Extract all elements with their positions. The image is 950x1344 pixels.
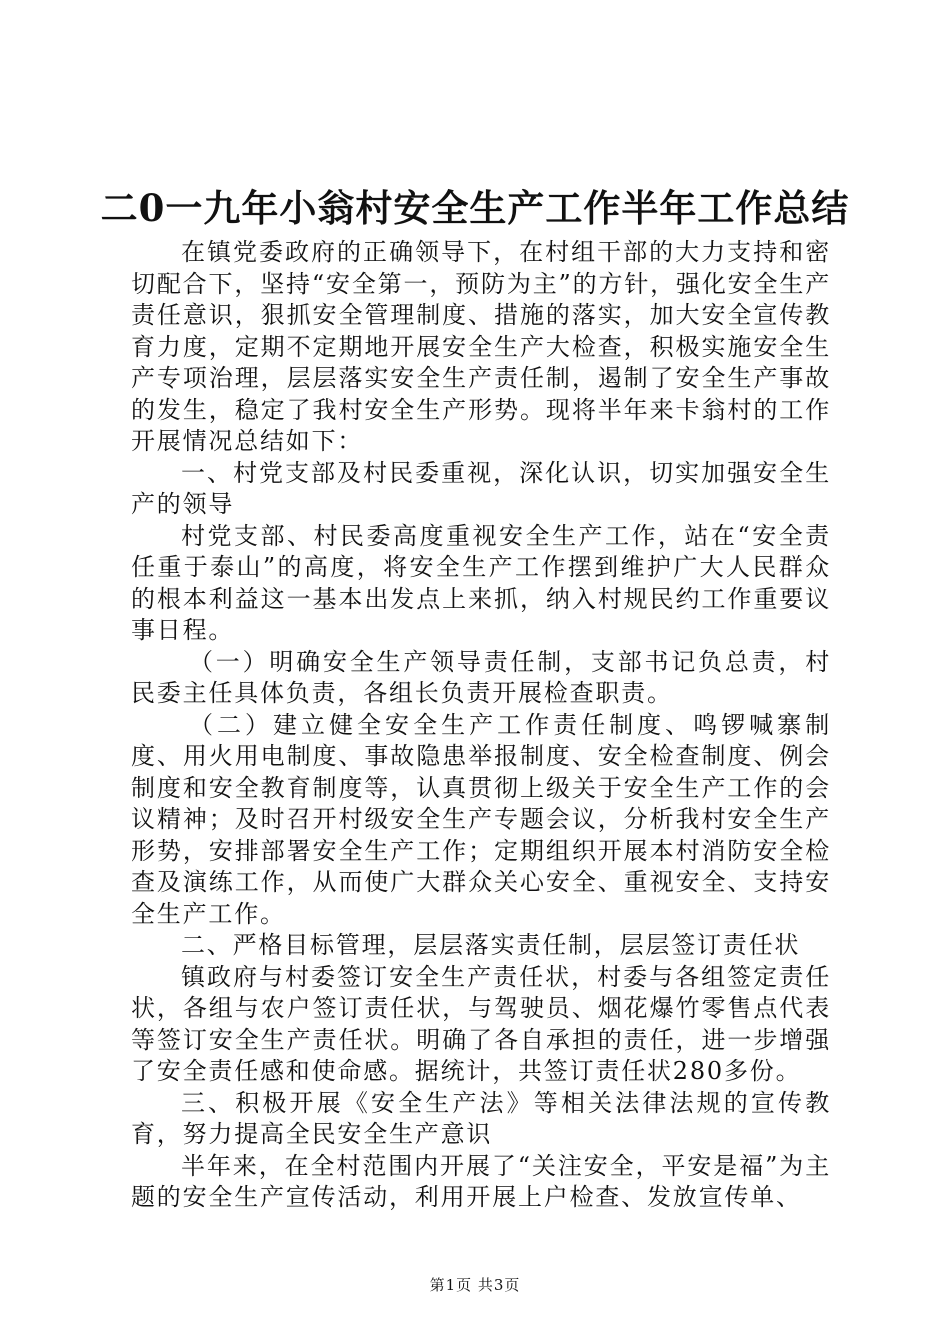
document-title: 二0一九年小翁村安全生产工作半年工作总结 [100, 186, 850, 230]
page-number-footer: 第1页 共3页 [429, 1276, 521, 1294]
section-heading-1: 一、村党支部及村民委重视，深化认识，切实加强安全生产的领导 [131, 458, 831, 518]
document-body [131, 237, 831, 1214]
section-heading-3: 三、积极开展《安全生产法》等相关法律法规的宣传教育，努力提高全民安全生产意识 [131, 1088, 831, 1148]
paragraph-section-3: 半年来，在全村范围内开展了“关注安全，平安是福”为主题的安全生产宣传活动，利用开展上户检查、发放宣传单、 [131, 1151, 831, 1211]
paragraph-section-2: 镇政府与村委签订安全生产责任状，村委与各组签定责任状，各组与农户签订责任状，与驾驶员、烟花爆竹零售点代表等签订安全生产责任状。明确了各自承担的责任，进一步增强了安全责任感和使命感。据统计，共签订责任状280多份。 [131, 962, 831, 1085]
paragraph-item-2: （二）建立健全安全生产工作责任制度、鸣锣喊寨制度、用火用电制度、事故隐患举报制度、安全检查制度、例会制度和安全教育制度等，认真贯彻上级关于安全生产工作的会议精神；及时召开村级安全生产专题会议，分析我村安全生产形势，安排部署安全生产工作；定期组织开展本村消防安全检查及演练工作，从而使广大群众关心安全、重视安全、支持安全生产工作。 [131, 710, 831, 928]
paragraph-intro: 在镇党委政府的正确领导下，在村组干部的大力支持和密切配合下，坚持“安全第一，预防为主”的方针，强化安全生产责任意识，狠抓安全管理制度、措施的落实，加大安全宣传教育力度，定期不定期地开展安全生产大检查，积极实施安全生产专项治理，层层落实安全生产责任制，遏制了安全生产事故的发生，稳定了我村安全生产形势。现将半年来卡翁村的工作开展情况总结如下： [131, 238, 831, 455]
section-heading-2: 二、严格目标管理，层层落实责任制，层层签订责任状 [181, 931, 801, 959]
paragraph-section-1: 村党支部、村民委高度重视安全生产工作，站在“安全责任重于泰山”的高度，将安全生产工作摆到维护广大人民群众的根本利益这一基本出发点上来抓，纳入村规民约工作重要议事日程。 [131, 521, 831, 644]
paragraph-item-1: （一）明确安全生产领导责任制，支部书记负总责，村民委主任具体负责，各组长负责开展检查职责。 [131, 647, 831, 707]
